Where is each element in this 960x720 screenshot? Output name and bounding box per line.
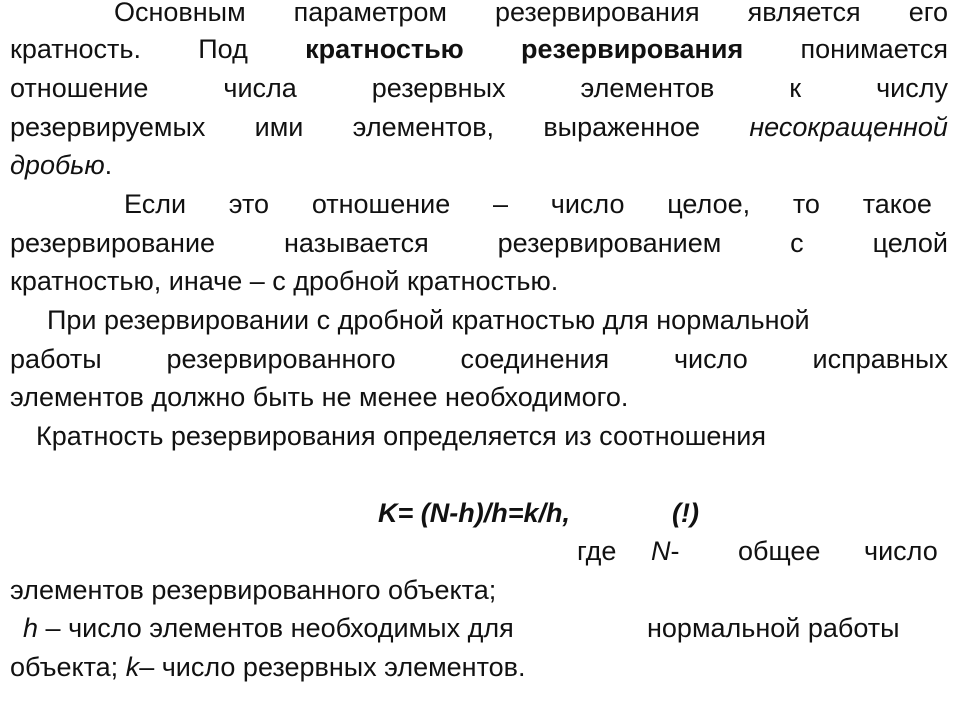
word: отношение — [10, 73, 149, 103]
italic-text: несокращенной — [749, 112, 948, 142]
formula-expression: K= (N-h)/h=k/h, — [378, 498, 571, 528]
word: называется — [283, 228, 429, 258]
word: это — [228, 189, 270, 219]
word: кратность. — [10, 34, 141, 64]
word: число — [550, 189, 625, 219]
word: отношение — [311, 189, 451, 219]
bold-term — [305, 31, 464, 68]
word: исправных — [812, 344, 948, 374]
paragraph-2-line-1 — [10, 186, 932, 223]
symbol-n: N — [651, 536, 671, 566]
word: Основным — [114, 0, 246, 27]
word: является — [747, 0, 861, 27]
paragraph-3-line-1: При резервировании с дробной кратностью для нормальной — [47, 305, 810, 335]
word: – — [492, 189, 508, 219]
word: резервируемых — [10, 112, 206, 142]
word: числа — [223, 73, 297, 103]
word: число — [864, 536, 938, 566]
paragraph-4-line-1: Кратность резервирования определяется из соотношения — [36, 421, 766, 451]
word: резервирования — [494, 0, 700, 27]
word: ими — [254, 112, 304, 142]
where-word: где — [577, 536, 617, 566]
word: резервирование — [10, 228, 216, 258]
word: Если — [124, 189, 187, 219]
word: понимается — [800, 34, 948, 64]
legend-n-line-1 — [10, 533, 948, 570]
legend-n-line-2: элементов резервированного объекта; — [10, 575, 497, 605]
period: . — [104, 150, 113, 180]
paragraph-1-line-3 — [10, 70, 948, 107]
legend-k-line — [10, 649, 948, 686]
word: выраженное — [543, 112, 701, 142]
formula — [10, 495, 948, 532]
bold-term — [521, 31, 743, 68]
k-text: – число резервных элементов. — [139, 652, 526, 682]
word: соединения — [460, 344, 610, 374]
word: параметром — [293, 0, 447, 27]
word: Под — [198, 34, 248, 64]
word: то — [792, 189, 820, 219]
h-text: – число элементов необходимых для — [45, 613, 514, 643]
paragraph-2-line-3: кратностью, иначе – с дробной кратностью. — [10, 266, 559, 296]
word: целое, — [667, 189, 751, 219]
h-definition-start — [23, 610, 514, 647]
bold-word: кратностью — [305, 34, 464, 64]
word: резервных — [371, 73, 506, 103]
word: с — [790, 228, 804, 258]
word: целой — [872, 228, 948, 258]
paragraph-2-line-2 — [10, 225, 948, 262]
word: резервированием — [497, 228, 722, 258]
symbol-k: k — [125, 652, 140, 682]
paragraph-1-line-5 — [10, 147, 948, 184]
bold-word: резервирования — [521, 34, 744, 64]
word: число — [673, 344, 748, 374]
symbol-h: h — [23, 613, 39, 643]
paragraph-1-line-4 — [10, 109, 948, 146]
paragraph-1-line-2 — [10, 31, 948, 68]
object-word: объекта; — [10, 652, 119, 682]
word: элементов — [580, 73, 715, 103]
n-definition-start — [651, 533, 680, 570]
italic-word — [749, 109, 948, 146]
word: такое — [862, 189, 932, 219]
paragraph-1-line-1 — [10, 0, 948, 31]
word: числу — [876, 73, 948, 103]
paragraph-3-line-3: элементов должно быть не менее необходимого. — [10, 382, 629, 412]
formula-mark: (!) — [672, 498, 699, 528]
word: общее — [738, 536, 821, 566]
word: к — [789, 73, 802, 103]
legend-h-line-1 — [10, 610, 948, 647]
dash: - — [670, 536, 680, 566]
word: элементов, — [352, 112, 495, 142]
word: резервированного — [166, 344, 396, 374]
paragraph-3-line-2 — [10, 341, 948, 378]
h-text-end: нормальной работы — [647, 613, 900, 643]
italic-text: дробью — [10, 150, 105, 180]
word: работы — [10, 344, 102, 374]
word: его — [908, 0, 948, 27]
